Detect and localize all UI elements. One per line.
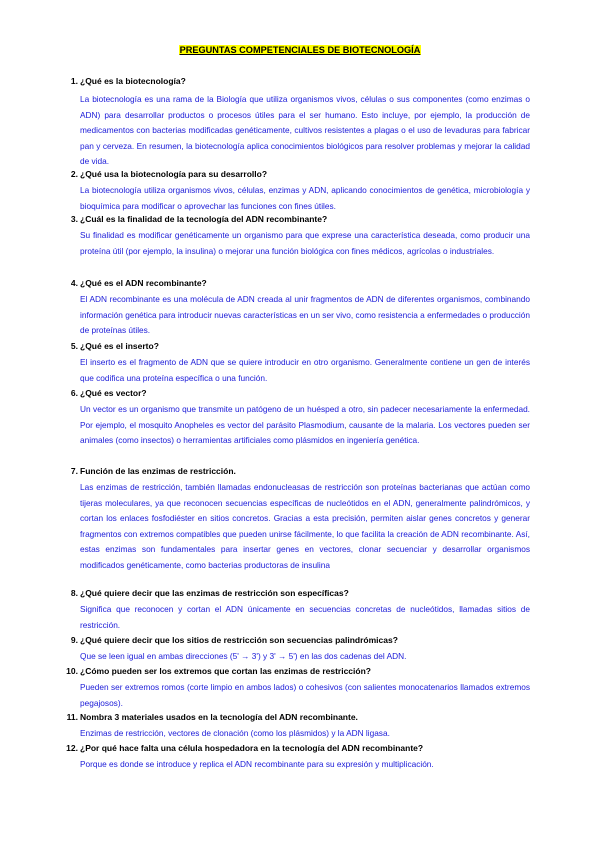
question-number: 2. xyxy=(70,169,78,179)
answer-text: El ADN recombinante es una molécula de ADN creada al unir fragmentos de ADN de diferentes organismos, combinando información genética para introducir nuevas características en un ser vivo, como resistencia a enfermedades o producción de proteínas útiles. xyxy=(80,294,530,336)
question-number: 5. xyxy=(70,341,78,351)
answer-text: Significa que reconocen y cortan el ADN únicamente en secuencias concretas de nucleótidos, llamadas sitios de restricción. xyxy=(80,604,530,630)
answer-text: La biotecnología es una rama de la Biología que utiliza organismos vivos, células o sus componentes (como enzimas o ADN) para desarrollar productos o procesos útiles para el ser humano. Esto incluye, por ejemplo, la producción de medicamentos con bacterias modificadas genéticamente, cultivos resistentes a plagas o el uso de levaduras para fabricar pan y cerveza. En resumen, la biotecnología aplica conocimientos biológicos para resolver problemas y mejorar la calidad de vida. xyxy=(80,94,530,167)
answer-text: Pueden ser extremos romos (corte limpio en ambos lados) o cohesivos (con salientes monocatenarios llamados extremos pegajosos). xyxy=(80,682,530,708)
question-text: ¿Qué quiere decir que los sitios de restricción son secuencias palindrómicas? xyxy=(80,635,398,645)
answer-text: La biotecnología utiliza organismos vivos, células, enzimas y ADN, aplicando conocimientos de genética, microbiología y bioquímica para modificar o aprovechar las funciones con fines útiles. xyxy=(80,185,530,211)
question-text: ¿Cuál es la finalidad de la tecnología del ADN recombinante? xyxy=(80,214,328,224)
question-number: 1. xyxy=(70,76,78,86)
question-number: 12. xyxy=(66,743,78,753)
question-number: 10. xyxy=(66,666,78,676)
answer-text: El inserto es el fragmento de ADN que se quiere introducir en otro organismo. Generalmente contiene un gen de interés que codifica una proteína específica o una función. xyxy=(80,357,530,383)
question-text: ¿Qué es vector? xyxy=(80,388,147,398)
question-number: 7. xyxy=(70,466,78,476)
answer-text: Su finalidad es modificar genéticamente un organismo para que exprese una característica deseada, como producir una proteína útil (por ejemplo, la insulina) o mejorar una función biológica con fines médicos, agrícolas o industriales. xyxy=(80,230,530,256)
answer-text: Porque es donde se introduce y replica el ADN recombinante para su expresión y multiplicación. xyxy=(80,759,434,769)
answer-text: Que se leen igual en ambas direcciones (5' → 3') y 3' → 5') en las dos cadenas del ADN. xyxy=(80,651,407,661)
document-title-text: PREGUNTAS COMPETENCIALES DE BIOTECNOLOGÍA xyxy=(179,45,421,55)
answer-text: Las enzimas de restricción, también llamadas endonucleasas de restricción son proteínas bacterianas que actúan como tijeras moleculares, ya que reconocen secuencias específicas de nucleótidos en el ADN, generalmente palindrómicos, y cortan los enlaces fosfodiéster en sitios concretos. Gracias a esta precisión, permiten aislar genes concretos y generar fragmentos con extremos compatibles que pueden unirse fácilmente, lo que facilita la creación de ADN recombinante. Así, estas enzimas son fundamentales para insertar genes en vectores, clonar secuenciar y desarrollar organismos modificados genéticamente, como bacterias productoras de insulina xyxy=(80,482,530,570)
question-text: ¿Qué es la biotecnología? xyxy=(80,76,186,86)
question-text: ¿Por qué hace falta una célula hospedadora en la tecnología del ADN recombinante? xyxy=(80,743,424,753)
question-number: 6. xyxy=(70,388,78,398)
question-number: 9. xyxy=(70,635,78,645)
question-text: Nombra 3 materiales usados en la tecnología del ADN recombinante. xyxy=(80,712,358,722)
question-text: ¿Qué es el inserto? xyxy=(80,341,159,351)
question-number: 11. xyxy=(66,712,78,722)
question-number: 4. xyxy=(70,278,78,288)
question-number: 3. xyxy=(70,214,78,224)
question-text: ¿Cómo pueden ser los extremos que cortan las enzimas de restricción? xyxy=(80,666,371,676)
question-number: 8. xyxy=(70,588,78,598)
answer-text: Enzimas de restricción, vectores de clonación (como los plásmidos) y la ADN ligasa. xyxy=(80,728,390,738)
question-text: ¿Qué quiere decir que las enzimas de restricción son específicas? xyxy=(80,588,349,598)
question-text: Función de las enzimas de restricción. xyxy=(80,466,236,476)
question-text: ¿Qué usa la biotecnología para su desarrollo? xyxy=(80,169,268,179)
answer-text: Un vector es un organismo que transmite un patógeno de un huésped a otro, sin padecer necesariamente la enfermedad. Por ejemplo, el mosquito Anopheles es vector del parásito Plasmodium, causante de la malaria. Los vectores pueden ser animales (como insectos) o herramientas artificiales como plásmidos en ingeniería genética. xyxy=(80,404,530,446)
document-title xyxy=(0,44,600,56)
question-text: ¿Qué es el ADN recombinante? xyxy=(80,278,207,288)
